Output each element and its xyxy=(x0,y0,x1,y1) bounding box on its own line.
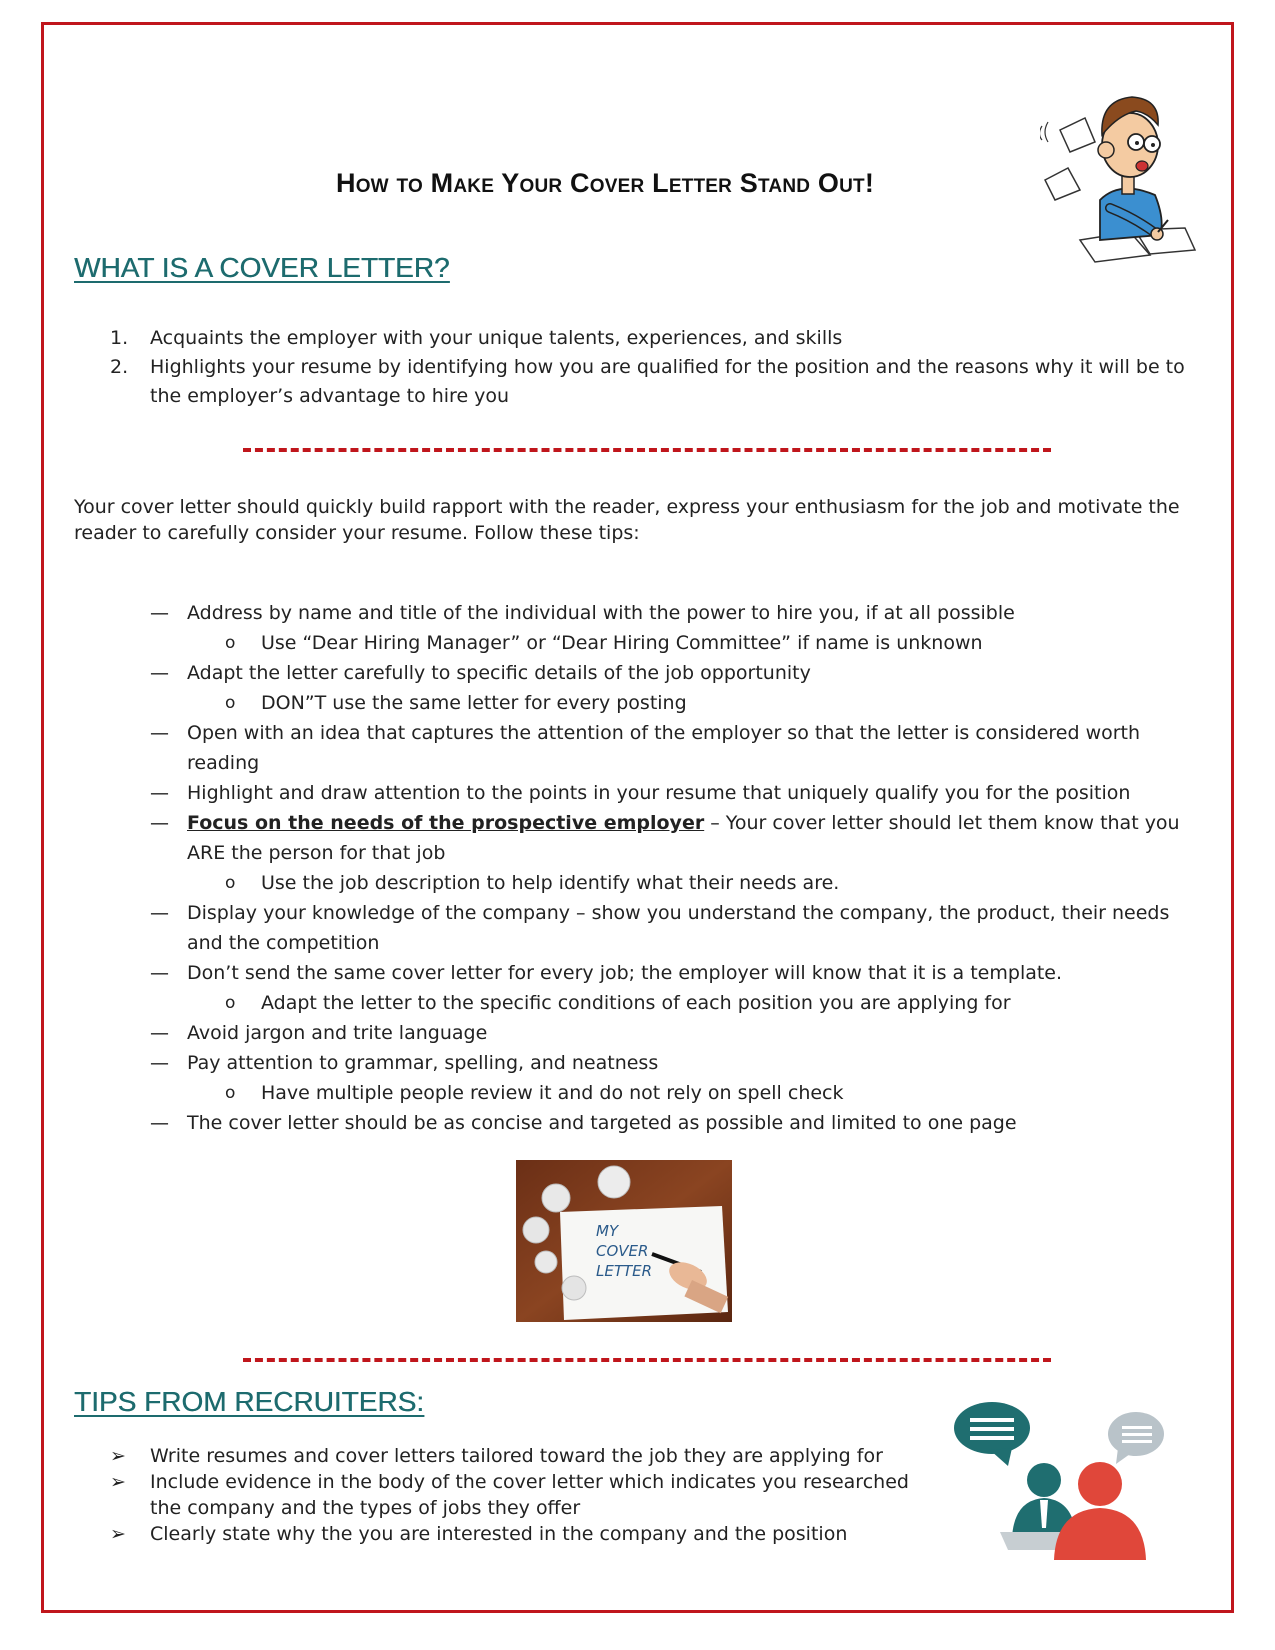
tip-subitem: o DON”T use the same letter for every posting xyxy=(225,692,687,714)
tip-subitem: o Have multiple people review it and do not rely on spell check xyxy=(225,1082,844,1104)
tip-item: — Avoid jargon and trite language xyxy=(150,1022,488,1044)
intro-paragraph: Your cover letter should quickly build rapport with the reader, express your enthusiasm for the job and motivate the reader to carefully consider your resume. Follow these tips: xyxy=(74,496,1180,544)
tip-subitem: o Adapt the letter to the specific conditions of each position you are applying for xyxy=(225,992,1011,1014)
tip-item: — Display your knowledge of the company – show you understand the company, the product, their needs and the competition xyxy=(150,902,1170,954)
recruiter-tips-list xyxy=(110,1443,940,1547)
tip-item: — Open with an idea that captures the attention of the employer so that the letter is considered worth reading xyxy=(150,722,1141,774)
tips-list xyxy=(150,598,1190,1138)
section-heading-tips-recruiters: TIPS FROM RECRUITERS: xyxy=(74,1386,425,1417)
tip-subitem: o Use “Dear Hiring Manager” or “Dear Hiring Committee” if name is unknown xyxy=(225,632,983,654)
photo-text-my: MY xyxy=(596,1222,619,1240)
cover-letter-photo xyxy=(516,1160,732,1322)
tip-emphasis: Focus on the needs of the prospective employer xyxy=(187,812,705,834)
tip-item: — Address by name and title of the individual with the power to hire you, if at all possible xyxy=(150,602,1015,624)
list-item: 2. Highlights your resume by identifying how you are qualified for the position and the reasons why it will be to the employer’s advantage to hire you xyxy=(110,356,1185,407)
tip-item: — Focus on the needs of the prospective employer – Your cover letter should let them know that you ARE the person for that job xyxy=(150,812,1180,864)
tip-item: — The cover letter should be as concise and targeted as possible and limited to one page xyxy=(150,1112,1017,1134)
tip-item: — Highlight and draw attention to the points in your resume that uniquely qualify you for the position xyxy=(150,782,1131,804)
recruiter-conversation-icon xyxy=(950,1400,1180,1560)
stressed-writer-illustration xyxy=(1040,80,1200,270)
list-item: ➢ Include evidence in the body of the cover letter which indicates you researched the company and the types of jobs they offer xyxy=(110,1471,909,1519)
tip-item: — Don’t send the same cover letter for every job; the employer will know that it is a template. xyxy=(150,962,1063,984)
list-item: 1. Acquaints the employer with your unique talents, experiences, and skills xyxy=(110,327,843,349)
section-heading-what-is: WHAT IS A COVER LETTER? xyxy=(74,252,450,283)
tip-item: — Pay attention to grammar, spelling, and neatness xyxy=(150,1052,659,1074)
dashed-divider xyxy=(243,1358,1051,1362)
tip-subitem: o Use the job description to help identify what their needs are. xyxy=(225,872,840,894)
tip-item: — Adapt the letter carefully to specific details of the job opportunity xyxy=(150,662,811,684)
definition-list xyxy=(110,324,1200,411)
photo-text-letter: LETTER xyxy=(596,1262,653,1280)
list-item: ➢ Clearly state why the you are interested in the company and the position xyxy=(110,1523,848,1545)
page-title: How to Make Your Cover Letter Stand Out! xyxy=(335,168,875,198)
list-item: ➢ Write resumes and cover letters tailored toward the job they are applying for xyxy=(110,1445,883,1467)
dashed-divider xyxy=(243,448,1051,452)
photo-text-cover: COVER xyxy=(596,1242,649,1260)
